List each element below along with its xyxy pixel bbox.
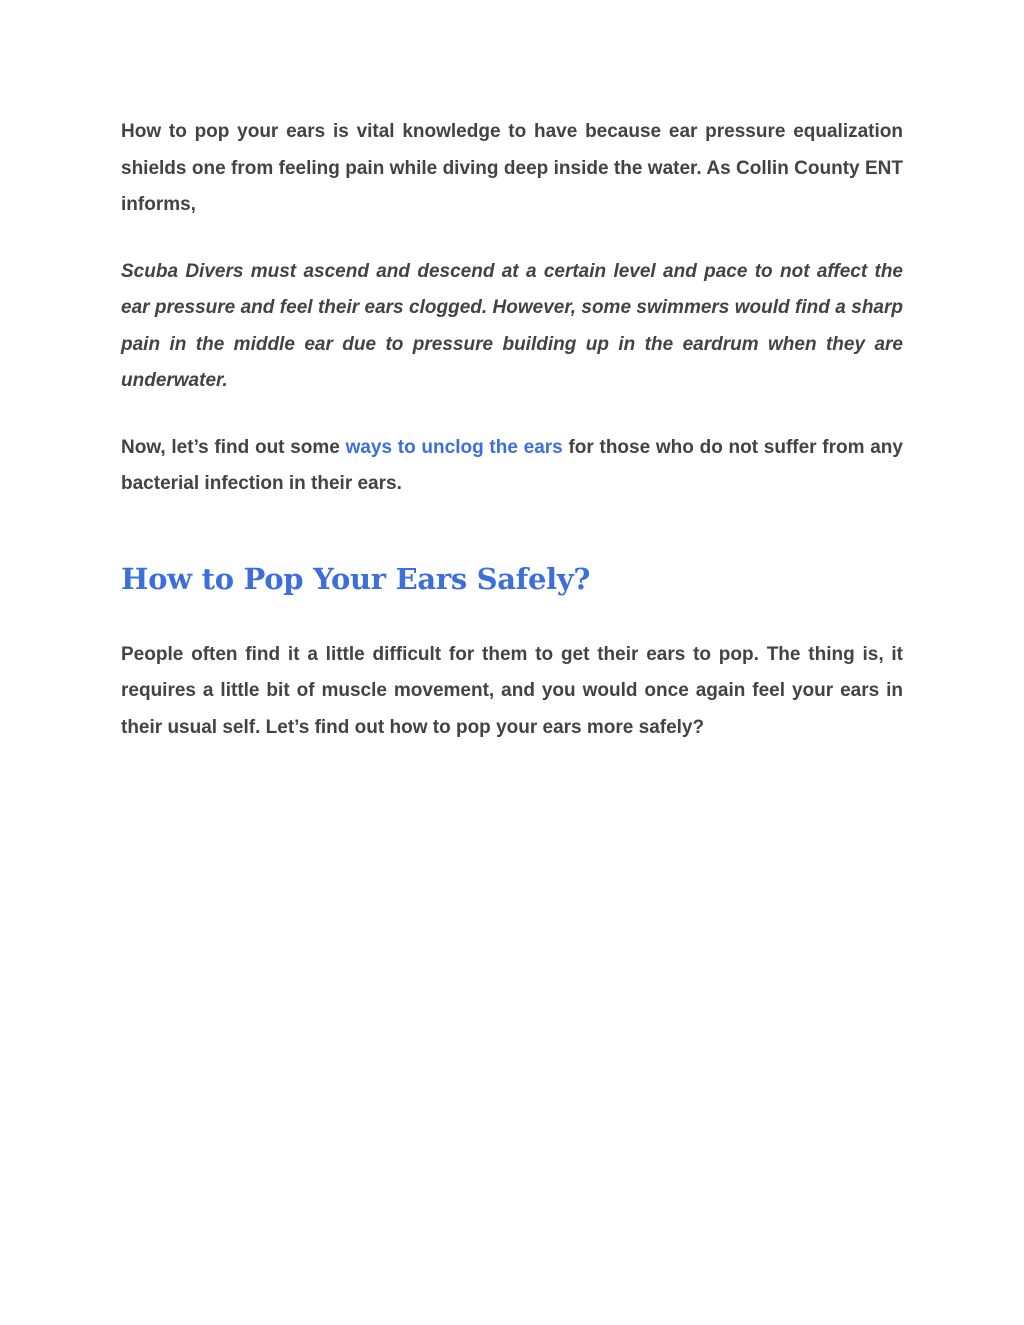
unclog-paragraph-start: Now, let’s find out some — [121, 436, 346, 458]
pop-ears-paragraph: People often find it a little difficult for them to get their ears to pop. The thing is, it requires a little bit of muscle movement, and you would once again feel your ears in their usual self. Let’s find out how to pop your ears more safely? — [121, 643, 903, 738]
section-heading: How to Pop Your Ears Safely? — [121, 561, 591, 596]
unclog-paragraph — [121, 430, 903, 503]
intro-paragraph: How to pop your ears is vital knowledge to have because ear pressure equalization shields one from feeling pain while diving deep inside the water. As Collin County ENT informs, — [121, 121, 903, 215]
unclog-ears-link[interactable]: ways to unclog the ears — [345, 436, 563, 458]
unclog-paragraph-end: for those who do not suffer from any bacterial infection in their ears. — [121, 436, 903, 494]
quote-paragraph: Scuba Divers must ascend and descend at a certain level and pace to not affect the ear pressure and feel their ears clogged. However, some swimmers would find a sharp pain in the middle ear due to pressure building up in the eardrum when they are underwater. — [121, 260, 903, 391]
document-page — [121, 114, 903, 746]
